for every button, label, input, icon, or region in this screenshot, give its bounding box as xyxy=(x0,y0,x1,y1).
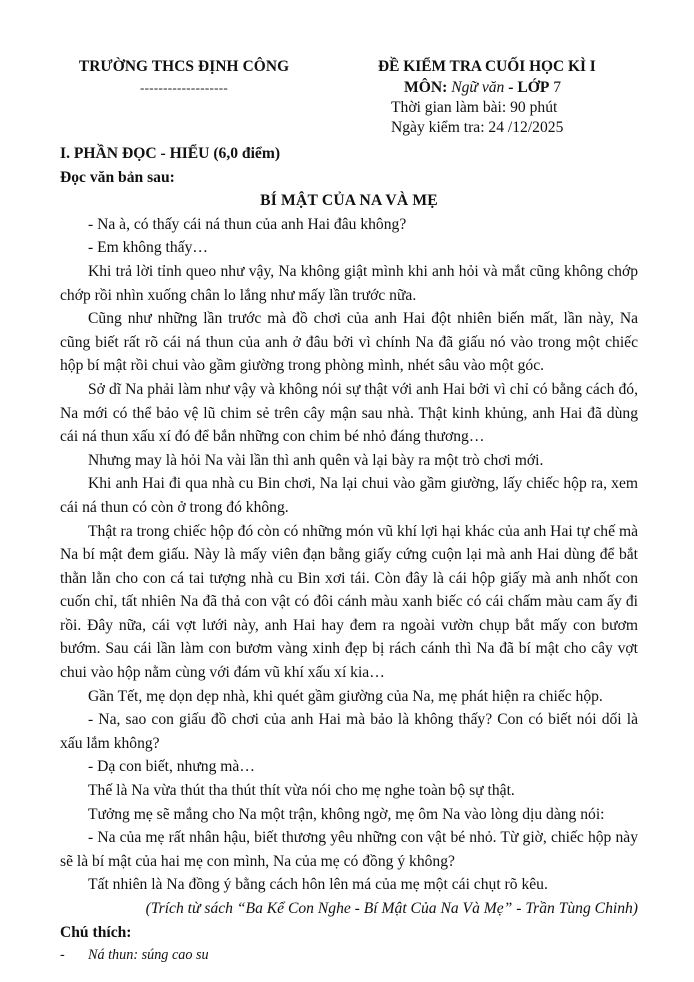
note-text: Ná thun: súng cao su xyxy=(88,947,209,964)
grade-label: LỚP xyxy=(517,79,550,96)
source-citation: (Trích từ sách “Ba Kể Con Nghe - Bí Mật Của Na Và Mẹ” - Trần Tùng Chinh) xyxy=(145,900,638,917)
story-paragraph: - Na, sao con giấu đồ chơi của anh Hai mà bảo là không thấy? Con có biết nói dối là xấu lắm không? xyxy=(60,711,638,752)
story-paragraph: - Em không thấy… xyxy=(88,239,208,257)
story-paragraph: Khi trả lời tỉnh queo như vậy, Na không giật mình khi anh hỏi và mắt cũng không chớp chớp rồi nhìn xuống chân lo lắng như mấy lần trước nữa. xyxy=(60,262,638,304)
exam-content xyxy=(60,142,638,968)
subject-line xyxy=(404,79,678,97)
story-paragraph: Nhưng may là hỏi Na vài lần thì anh quên và lại bày ra một trò chơi mới. xyxy=(88,451,544,469)
subject-name: Ngữ văn xyxy=(451,79,505,96)
story-paragraph: Cũng như những lần trước mà đồ chơi của anh Hai đột nhiên biến mất, lần này, Na cũng biết rất rõ cái ná thun của anh ở đâu bởi vì chính Na đã giấu nó vào trong một chiếc hộp bí mật rồi chui vào gầm giường trong phòng mình, nhét sâu vào một góc. xyxy=(60,310,638,375)
notes-title: Chú thích: xyxy=(60,923,132,941)
exam-header xyxy=(378,58,678,137)
story-paragraph: Thế là Na vừa thút tha thút thít vừa nói cho mẹ nghe toàn bộ sự thật. xyxy=(88,782,515,800)
exam-title: ĐỀ KIỂM TRA CUỐI HỌC KÌ I xyxy=(378,58,596,75)
story-paragraph: Tất nhiên là Na đồng ý bằng cách hôn lên má của mẹ một cái chụt rõ kêu. xyxy=(88,876,548,894)
story-paragraph: Khi anh Hai đi qua nhà cu Bin chơi, Na lại chui vào gầm giường, lấy chiếc hộp ra, xem cái ná thun có còn ở trong đó không. xyxy=(60,475,638,516)
story-paragraph: Thật ra trong chiếc hộp đó còn có những món vũ khí lợi hại khác của anh Hai tự chế mà Na bí mật đem giấu. Này là mấy viên đạn bằng giấy cứng cuộn lại mà anh Hai dùng để bắt thằn lằn cho con cá tai tượng nhà cu Bin xơi tái. Còn đây là cái hộp giấy mà anh nhốt con cuốn chỉ, tất nhiên Na đã thả con vật có đôi cánh màu xanh biếc có cái chấm màu cam ấy đi rồi. Đây nữa, cái vợt lưới này, anh Hai hay đem ra ngoài vườn chụp bắt mấy con bươm bướm. Sau cái lần làm con bươm vàng xinh đẹp bị rách cánh thì Na đã bí mật cho cây vợt chui vào hộp nằm cùng với đám vũ khí xấu xí kia… xyxy=(60,522,638,682)
exam-duration: Thời gian làm bài: 90 phút xyxy=(391,99,558,116)
subject-separator: - xyxy=(504,79,518,96)
school-name: TRƯỜNG THCS ĐỊNH CÔNG xyxy=(78,58,290,75)
note-item xyxy=(60,944,638,968)
story-title: BÍ MẬT CỦA NA VÀ MẸ xyxy=(260,192,438,210)
story-paragraph: - Na của mẹ rất nhân hậu, biết thương yêu những con vật bé nhỏ. Từ giờ, chiếc hộp này sẽ là bí mật của hai mẹ con mình, Na của mẹ có đồng ý không? xyxy=(60,829,638,870)
story-paragraph: Tưởng mẹ sẽ mắng cho Na một trận, không ngờ, mẹ ôm Na vào lòng dịu dàng nói: xyxy=(88,805,605,823)
subject-prefix: MÔN: xyxy=(404,79,448,96)
grade-number: 7 xyxy=(549,79,562,96)
reading-instruction: Đọc văn bản sau: xyxy=(60,168,175,186)
section-title: I. PHẦN ĐỌC - HIỂU (6,0 điểm) xyxy=(60,145,281,162)
story-paragraph: - Dạ con biết, nhưng mà… xyxy=(88,758,255,776)
story-paragraph: Sở dĩ Na phải làm như vậy và không nói sự thật với anh Hai bởi vì chỉ có bằng cách đó, Na mới có thể bảo vệ lũ chim sẻ trên cây mận sau nhà. Thật kinh khủng, anh Hai đã dùng cái ná thun xấu xí đó để bắn những con chim bé nhỏ đáng thương… xyxy=(60,380,638,446)
note-bullet: - xyxy=(60,947,65,964)
story-paragraph: - Na à, có thấy cái ná thun của anh Hai đâu không? xyxy=(88,215,407,233)
school-divider: ------------------- xyxy=(140,80,228,95)
school-header xyxy=(60,58,308,96)
exam-date: Ngày kiểm tra: 24 /12/2025 xyxy=(391,119,564,136)
story-paragraph: Gần Tết, mẹ dọn dẹp nhà, khi quét gầm giường của Na, mẹ phát hiện ra chiếc hộp. xyxy=(88,687,603,705)
